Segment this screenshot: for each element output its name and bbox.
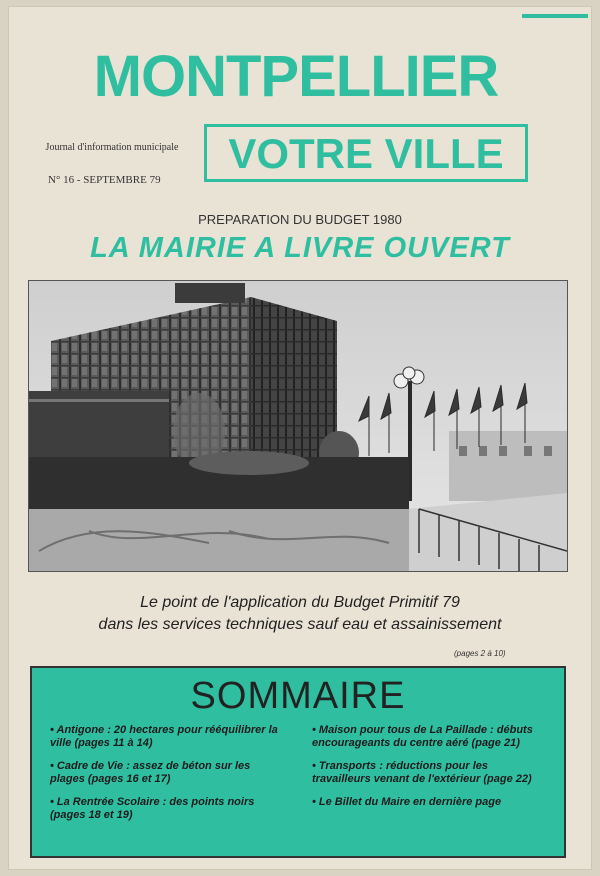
caption-line-1: Le point de l'application du Budget Primitif 79 bbox=[140, 594, 460, 611]
masthead-subtitle: VOTRE VILLE bbox=[228, 130, 504, 177]
pages-reference: (pages 2 à 10) bbox=[454, 649, 506, 658]
sommaire-item: • Maison pour tous de La Paillade : débuts encourageants du centre aéré (page 21) bbox=[312, 724, 533, 749]
kicker: PREPARATION DU BUDGET 1980 bbox=[198, 212, 402, 227]
sommaire-box bbox=[30, 666, 566, 858]
sommaire-item: • La Rentrée Scolaire : des points noirs (pages 18 et 19) bbox=[50, 796, 255, 821]
sommaire-item: • Le Billet du Maire en dernière page bbox=[312, 796, 502, 808]
newspaper-page bbox=[8, 6, 592, 870]
sommaire-item: • Transports : réductions pour les travailleurs venant de l'extérieur (page 22) bbox=[312, 760, 532, 785]
sommaire-item: • Cadre de Vie : assez de béton sur les plages (pages 16 et 17) bbox=[50, 760, 251, 785]
caption-line-2: dans les services techniques sauf eau et assainissement bbox=[98, 616, 502, 633]
masthead-title: MONTPELLIER bbox=[93, 44, 499, 109]
town-hall-photo-image bbox=[29, 281, 567, 571]
sommaire-title: SOMMAIRE bbox=[190, 675, 406, 717]
sommaire-item: • Antigone : 20 hectares pour rééquilibrer la ville (pages 11 à 14) bbox=[50, 724, 278, 749]
sommaire-left-column bbox=[50, 724, 286, 832]
town-hall-photo bbox=[28, 280, 568, 572]
teal-strip bbox=[522, 14, 588, 18]
headline: LA MAIRIE A LIVRE OUVERT bbox=[90, 232, 510, 264]
sommaire-right-column bbox=[312, 724, 548, 819]
photo-caption bbox=[8, 592, 592, 636]
issue-number: N° 16 - SEPTEMBRE 79 bbox=[48, 174, 161, 186]
journal-description: Journal d'information municipale bbox=[45, 142, 179, 153]
masthead-subtitle-box bbox=[204, 124, 528, 182]
